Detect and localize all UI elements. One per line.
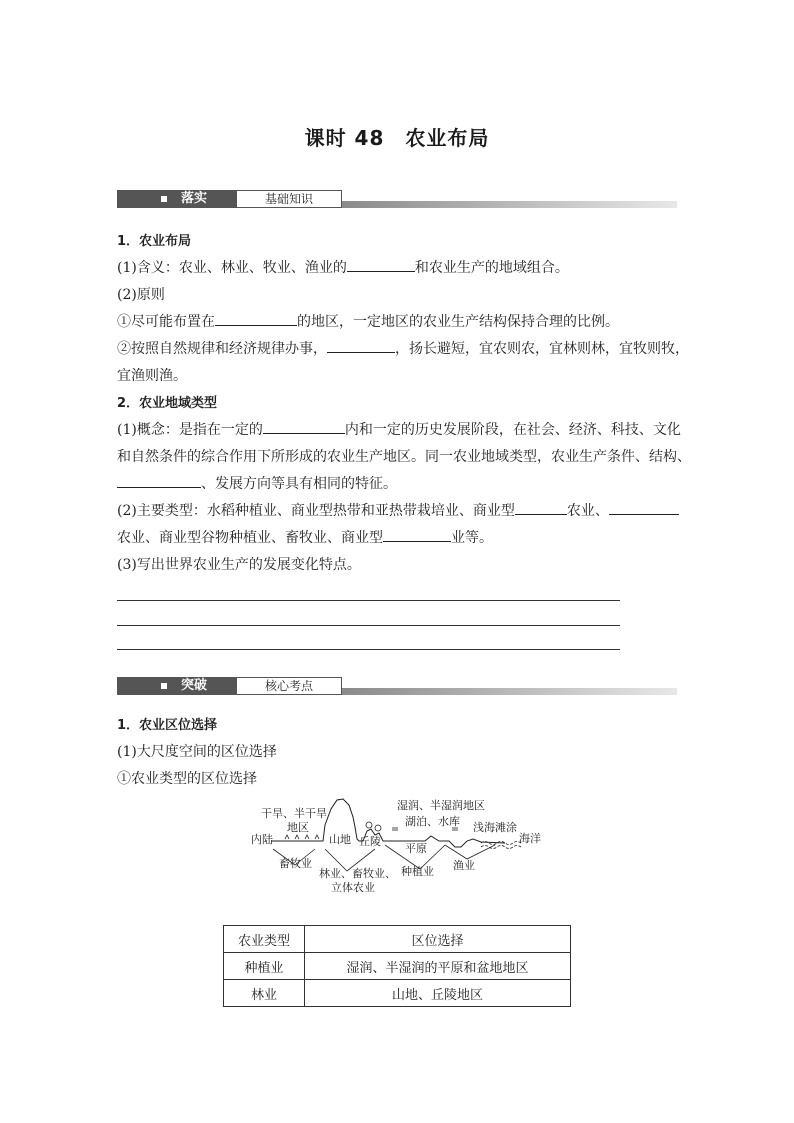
banner-tag-text: 落实 [181, 191, 208, 206]
fill-blank[interactable] [347, 255, 415, 272]
answer-line[interactable] [117, 600, 620, 601]
table-row [224, 980, 571, 1007]
terrain-diagram [245, 795, 555, 895]
grass-icon [285, 835, 319, 839]
line-principle-2 [117, 336, 689, 363]
banner-label: 基础知识 [236, 190, 342, 208]
text: (2)主要类型：水稻种植业、商业型热带和亚热带栽培业、商业型 [117, 503, 515, 519]
label-dry-region: 地区 [287, 821, 309, 834]
line-concept [117, 417, 679, 444]
fill-blank[interactable] [515, 498, 567, 515]
square-bullet-icon [161, 683, 167, 689]
line-concept-end [117, 471, 679, 498]
label-dry: 干旱、半干旱 [261, 807, 327, 820]
table-cell: 山地、丘陵地区 [305, 980, 571, 1007]
table-header: 农业类型 [224, 926, 305, 953]
text: 、发展方向等具有相同的特征。 [201, 476, 397, 492]
line-large-scale: (1)大尺度空间的区位选择 [117, 744, 277, 760]
table-cell: 湿润、半湿润的平原和盆地地区 [305, 953, 571, 980]
fill-blank[interactable] [215, 309, 297, 326]
line-main-types [117, 498, 679, 525]
answer-line[interactable] [117, 649, 620, 650]
bracket-fishery [445, 845, 495, 859]
label-livestock: 畜牧业 [279, 857, 312, 870]
table-header: 区位选择 [305, 926, 571, 953]
table-row [224, 953, 571, 980]
line-principle: (2)原则 [117, 287, 165, 303]
label-shallow: 浅海滩涂 [473, 821, 517, 834]
text: 和农业生产的地域组合。 [414, 260, 569, 276]
tree-icon [366, 822, 372, 828]
label-planting: 种植业 [401, 865, 434, 878]
text: 内和一定的历史发展阶段，在社会、经济、科技、文化 [344, 422, 681, 438]
table-header-row [224, 926, 571, 953]
line-main-types-cont [117, 525, 679, 552]
heading-agri-layout: 1．农业布局 [117, 234, 192, 249]
text: (1)含义：农业、林业、牧业、渔业的 [117, 260, 347, 276]
line-principle-1 [117, 309, 679, 336]
banner-tag [117, 677, 237, 695]
table-cell: 种植业 [224, 953, 305, 980]
label-3d-agri: 立体农业 [331, 881, 375, 894]
fill-blank[interactable] [609, 498, 679, 515]
page-title: 课时 48 农业布局 [304, 126, 490, 150]
tree-icon [375, 825, 381, 831]
location-table [223, 925, 571, 1007]
text: ①尽可能布置在 [117, 314, 215, 330]
heading-location-choice: 1．农业区位选择 [117, 718, 218, 733]
table-cell: 林业 [224, 980, 305, 1007]
label-humid: 湿润、半湿润地区 [397, 799, 485, 812]
section-banner-core [117, 677, 677, 697]
mountain-vegetation [331, 799, 353, 817]
text: 业等。 [451, 530, 493, 546]
line-concept-cont: 和自然条件的综合作用下所形成的农业生产地区。同一农业地域类型，农业生产条件、结构、 [117, 449, 691, 465]
label-forestry: 林业、畜牧业、 [319, 867, 396, 880]
answer-line[interactable] [117, 625, 620, 626]
line-definition [117, 255, 679, 282]
banner-gradient-bar [342, 201, 677, 208]
banner-tag [117, 190, 237, 208]
square-bullet-icon [161, 196, 167, 202]
fill-blank[interactable] [327, 336, 395, 353]
text: 农业、商业型谷物种植业、畜牧业、商业型 [117, 530, 383, 546]
line-type-location: ①农业类型的区位选择 [117, 771, 257, 787]
text: (1)概念：是指在一定的 [117, 422, 263, 438]
banner-gradient-bar [342, 688, 677, 695]
fill-blank[interactable] [117, 471, 201, 488]
line-question: (3)写出世界农业生产的发展变化特点。 [117, 557, 361, 573]
text: 农业、 [566, 503, 609, 519]
label-mountain: 山地 [329, 833, 351, 846]
line-principle-2-cont: 宜渔则渔。 [117, 368, 187, 384]
label-hill: 丘陵 [359, 835, 381, 848]
label-plain: 平原 [405, 842, 427, 855]
text: ②按照自然规律和经济规律办事， [117, 341, 327, 357]
label-inland: 内陆 [251, 833, 273, 846]
label-ocean: 海洋 [519, 832, 541, 845]
text: ，扬长避短，宜农则农，宜林则林，宜牧则牧， [395, 341, 689, 357]
text: 的地区，一定地区的农业生产结构保持合理的比例。 [297, 314, 619, 330]
label-lake: 湖泊、水库 [405, 815, 460, 828]
sea-wave-icon [481, 846, 521, 849]
fill-blank[interactable] [383, 525, 451, 542]
banner-label: 核心考点 [236, 677, 342, 695]
label-fishery: 渔业 [453, 859, 475, 872]
fill-blank[interactable] [263, 417, 345, 434]
heading-agri-region: 2．农业地域类型 [117, 396, 218, 411]
banner-tag-text: 突破 [181, 678, 208, 693]
section-banner-basics [117, 190, 677, 210]
